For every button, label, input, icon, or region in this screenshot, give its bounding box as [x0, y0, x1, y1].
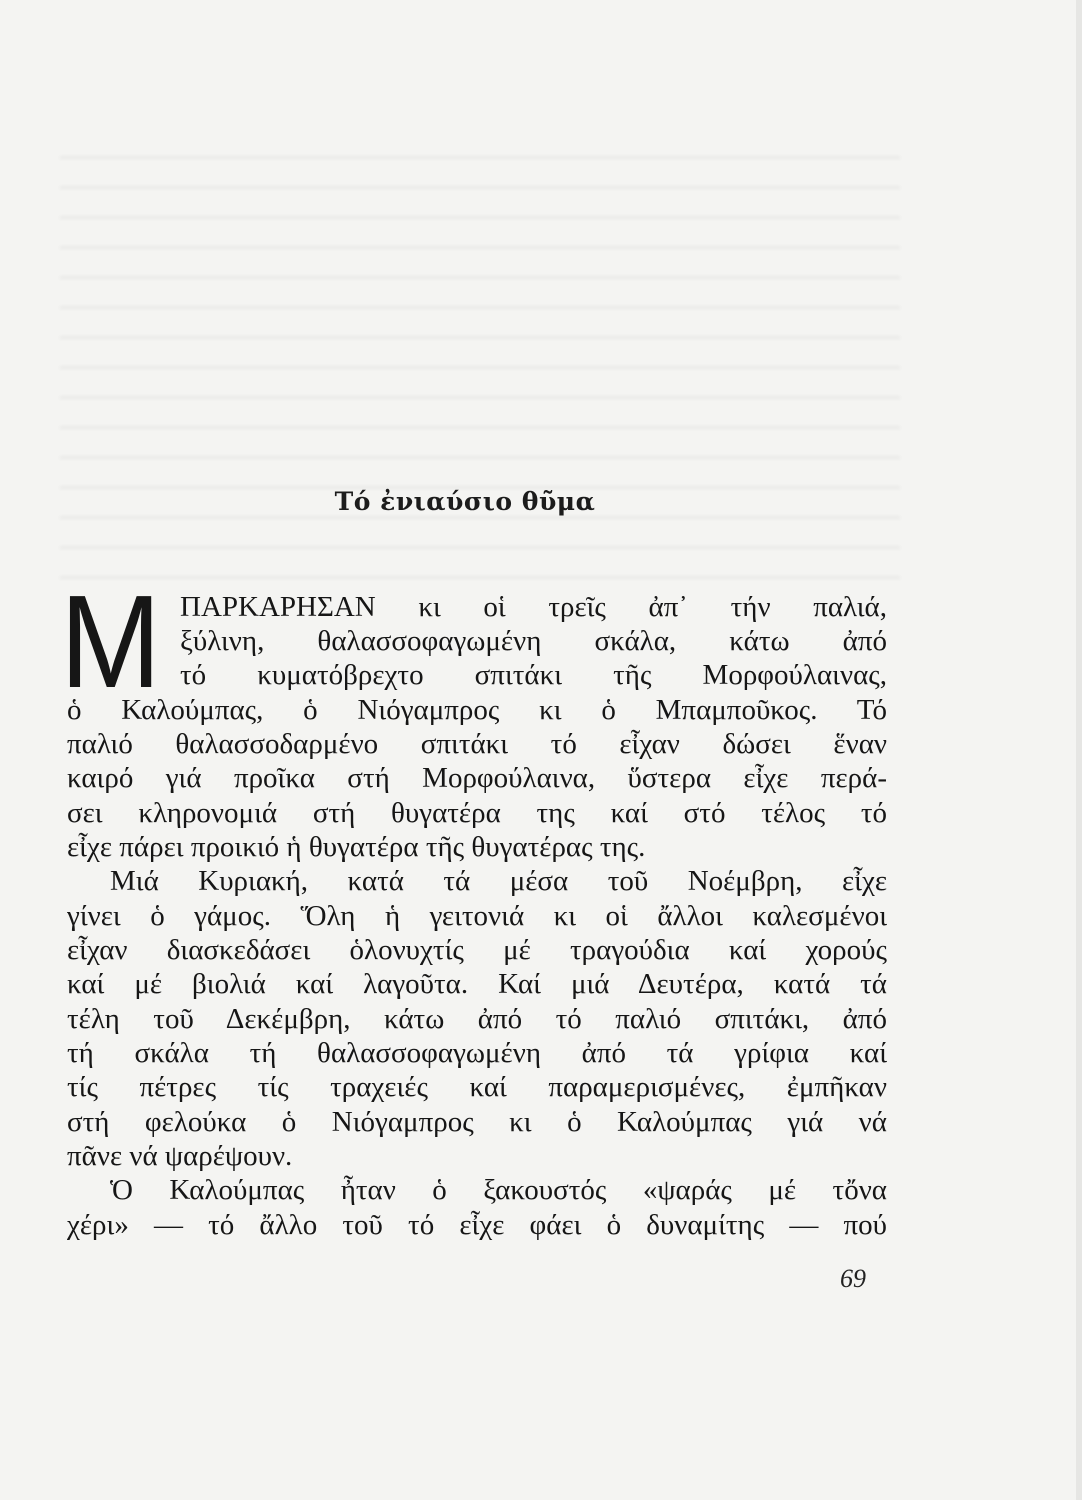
text-line: γίνει ὁ γάμος. Ὅλη ἡ γειτονιά κι οἱ ἄλλοι καλεσμένοι — [67, 900, 887, 932]
text-line: παλιό θαλασσοδαρμένο σπιτάκι τό εἶχαν δώσει ἕναν — [67, 728, 887, 760]
text-line: καιρό γιά προῖκα στή Μορφούλαινα, ὕστερα εἶχε περά- — [67, 762, 887, 794]
text-line: καί μέ βιολιά καί λαγοῦτα. Καί μιά Δευτέρα, κατά τά — [67, 968, 887, 1000]
page-edge — [1076, 0, 1082, 1500]
text-line: ξύλινη, θαλασσοφαγωμένη σκάλα, κάτω ἀπό — [180, 625, 887, 657]
text-line: χέρι» — τό ἄλλο τοῦ τό εἶχε φάει ὁ δυναμίτης — πού — [67, 1209, 887, 1241]
text-line: Μιά Κυριακή, κατά τά μέσα τοῦ Νοέμβρη, εἶχε — [110, 865, 887, 897]
text-line: σει κληρονομιά στή θυγατέρα της καί στό τέλος τό — [67, 797, 887, 829]
text-line: ΠΑΡΚΑΡΗΣΑΝ κι οἱ τρεῖς ἀπ᾽ τήν παλιά, — [180, 591, 887, 623]
text-line: ὁ Καλούμπας, ὁ Νιόγαμπρος κι ὁ Μπαμποῦκος. Τό — [67, 694, 887, 726]
text-line: τίς πέτρες τίς τραχειές καί παραμερισμένες, ἐμπῆκαν — [67, 1071, 887, 1103]
page-number: 69 — [840, 1264, 866, 1293]
text-line: εἶχε πάρει προικιό ἡ θυγατέρα τῆς θυγατέρας της. — [67, 831, 646, 863]
text-line: τέλη τοῦ Δεκέμβρη, κάτω ἀπό τό παλιό σπιτάκι, ἀπό — [67, 1003, 887, 1035]
text-line: στή φελούκα ὁ Νιόγαμπρος κι ὁ Καλούμπας γιά νά — [67, 1106, 887, 1138]
drop-cap: Μ — [60, 592, 162, 692]
text-line: εἶχαν διασκεδάσει ὁλονυχτίς μέ τραγούδια καί χορούς — [67, 934, 887, 966]
chapter-title: Τό ἐνιαύσιο θῦμα — [334, 487, 596, 516]
text-line: Ὁ Καλούμπας ἦταν ὁ ξακουστός «ψαράς μέ τὄνα — [110, 1174, 887, 1206]
text-line: πᾶνε νά ψαρέψουν. — [67, 1140, 293, 1172]
text-line: τό κυματόβρεχτο σπιτάκι τῆς Μορφούλαινας, — [180, 659, 887, 691]
text-line: τή σκάλα τή θαλασσοφαγωμένη ἀπό τά γρίφια καί — [67, 1037, 887, 1069]
show-through-texture — [60, 130, 900, 600]
